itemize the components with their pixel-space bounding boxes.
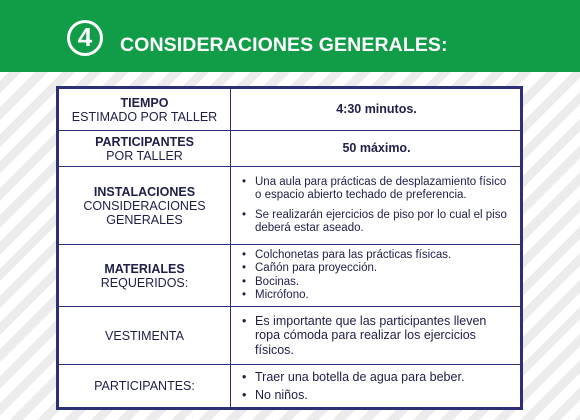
list-item: • Micrófono. — [241, 289, 512, 303]
section-number-badge: 4 — [67, 20, 103, 56]
row-label-normal: ESTIMADO POR TALLER — [71, 109, 218, 124]
row-label-bold: PARTICIPANTES — [95, 134, 194, 149]
row-label — [59, 245, 231, 307]
list-item: • Una aula para prácticas de desplazamiento físico o espacio abierto techado de preferencia. — [241, 176, 512, 203]
list-item: • Cañón para proyección. — [241, 262, 512, 276]
table-row-vestimenta — [59, 307, 521, 365]
list-item: • No niños. — [241, 388, 512, 403]
row-value — [231, 167, 521, 245]
row-label — [59, 89, 231, 131]
table-row-instalaciones — [59, 167, 521, 245]
row-label-bold: MATERIALES — [104, 261, 185, 276]
row-label-normal: CONSIDERACIONES GENERALES — [83, 198, 206, 227]
row-value: 50 máximo. — [231, 131, 521, 167]
section-title: CONSIDERACIONES GENERALES: — [120, 34, 448, 56]
table-row-participantes — [59, 365, 521, 408]
row-value: 4:30 minutos. — [231, 89, 521, 131]
table-row-materiales — [59, 245, 521, 307]
row-label — [59, 307, 231, 365]
considerations-table — [56, 86, 523, 410]
row-value — [231, 307, 521, 365]
row-label-bold: INSTALACIONES — [93, 184, 196, 199]
header-banner — [0, 0, 580, 72]
row-value — [231, 245, 521, 307]
row-label-normal: VESTIMENTA — [105, 328, 184, 343]
list-item: • Traer una botella de agua para beber. — [241, 370, 512, 385]
row-label-bold: TIEMPO — [120, 95, 169, 110]
row-label — [59, 131, 231, 167]
list-item: • Se realizarán ejercicios de piso por lo cual el piso deberá estar aseado. — [241, 209, 512, 236]
row-label-normal: REQUERIDOS: — [100, 275, 189, 290]
row-label — [59, 167, 231, 245]
list-item: • Colchonetas para las prácticas físicas. — [241, 249, 512, 263]
row-label — [59, 365, 231, 408]
list-item: • Bocinas. — [241, 276, 512, 290]
row-label-normal: POR TALLER — [106, 148, 183, 163]
table-row-participantes-taller — [59, 131, 521, 167]
table-row-tiempo — [59, 89, 521, 131]
list-item: • Es importante que las participantes lleven ropa cómoda para realizar los ejercicios físicos. — [241, 314, 512, 358]
row-label-normal: PARTICIPANTES: — [94, 379, 195, 393]
row-value — [231, 365, 521, 408]
